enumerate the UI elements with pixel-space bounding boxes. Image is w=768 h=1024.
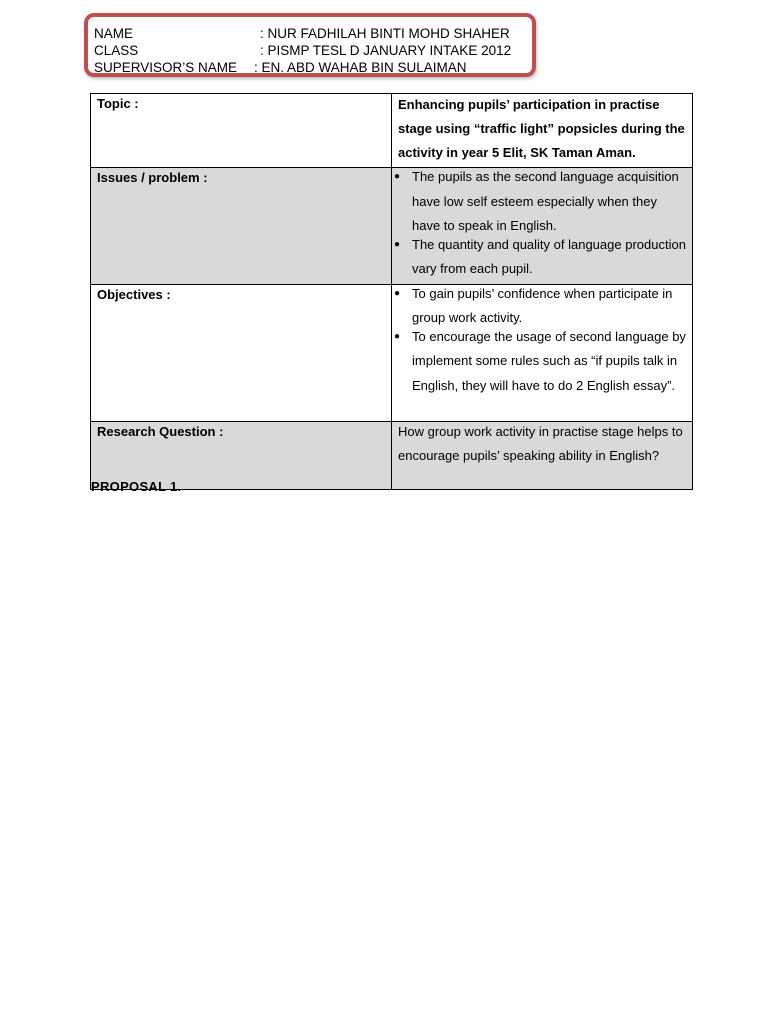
class-value: : PISMP TESL D JANUARY INTAKE 2012	[260, 43, 512, 58]
topic-value: Enhancing pupils’ participation in practise stage using “traffic light” popsicles during the activity in year 5 Elit, SK Taman Aman.	[398, 97, 685, 160]
list-item	[394, 282, 688, 331]
list-item	[394, 165, 688, 239]
issues-value-cell	[392, 168, 693, 285]
supervisor-label: SUPERVISOR’S NAME	[94, 60, 238, 75]
student-info-box	[84, 13, 536, 77]
list-item	[394, 233, 688, 282]
issue-text: The quantity and quality of language production vary from each pupil.	[412, 236, 686, 276]
list-item	[394, 325, 688, 399]
objectives-row	[91, 284, 693, 421]
name-label: NAME	[94, 26, 134, 41]
proposal-title: PROPOSAL 1.	[91, 479, 182, 494]
objectives-value-cell	[392, 284, 693, 421]
issues-label: Issues / problem :	[91, 168, 392, 285]
research-label: Research Question :	[91, 421, 392, 489]
research-value: How group work activity in practise stage helps to encourage pupils’ speaking ability in English?	[398, 423, 683, 463]
bullet-icon: ●	[394, 330, 401, 342]
issue-text: The pupils as the second language acquisition have low self esteem especially when they have to speak in English.	[412, 169, 679, 233]
class-label: CLASS	[94, 43, 139, 58]
research-value-cell	[392, 421, 693, 489]
objectives-list	[394, 282, 688, 399]
issues-list	[394, 165, 688, 282]
proposal-table	[90, 93, 693, 490]
name-value: : NUR FADHILAH BINTI MOHD SHAHER	[260, 26, 510, 41]
bullet-icon: ●	[394, 287, 401, 299]
topic-label: Topic :	[91, 94, 392, 168]
topic-value-cell	[392, 94, 693, 168]
bullet-icon: ●	[394, 238, 401, 250]
objective-text: To gain pupils’ confidence when participate in group work activity.	[412, 285, 673, 325]
objectives-label: Objectives :	[91, 284, 392, 421]
supervisor-value: : EN. ABD WAHAB BIN SULAIMAN	[254, 60, 467, 75]
objective-text: To encourage the usage of second language by implement some rules such as “if pupils talk in English, they will have to do 2 English essay”.	[412, 328, 686, 393]
bullet-icon: ●	[394, 171, 401, 182]
issues-row	[91, 168, 693, 285]
topic-row	[91, 94, 693, 168]
